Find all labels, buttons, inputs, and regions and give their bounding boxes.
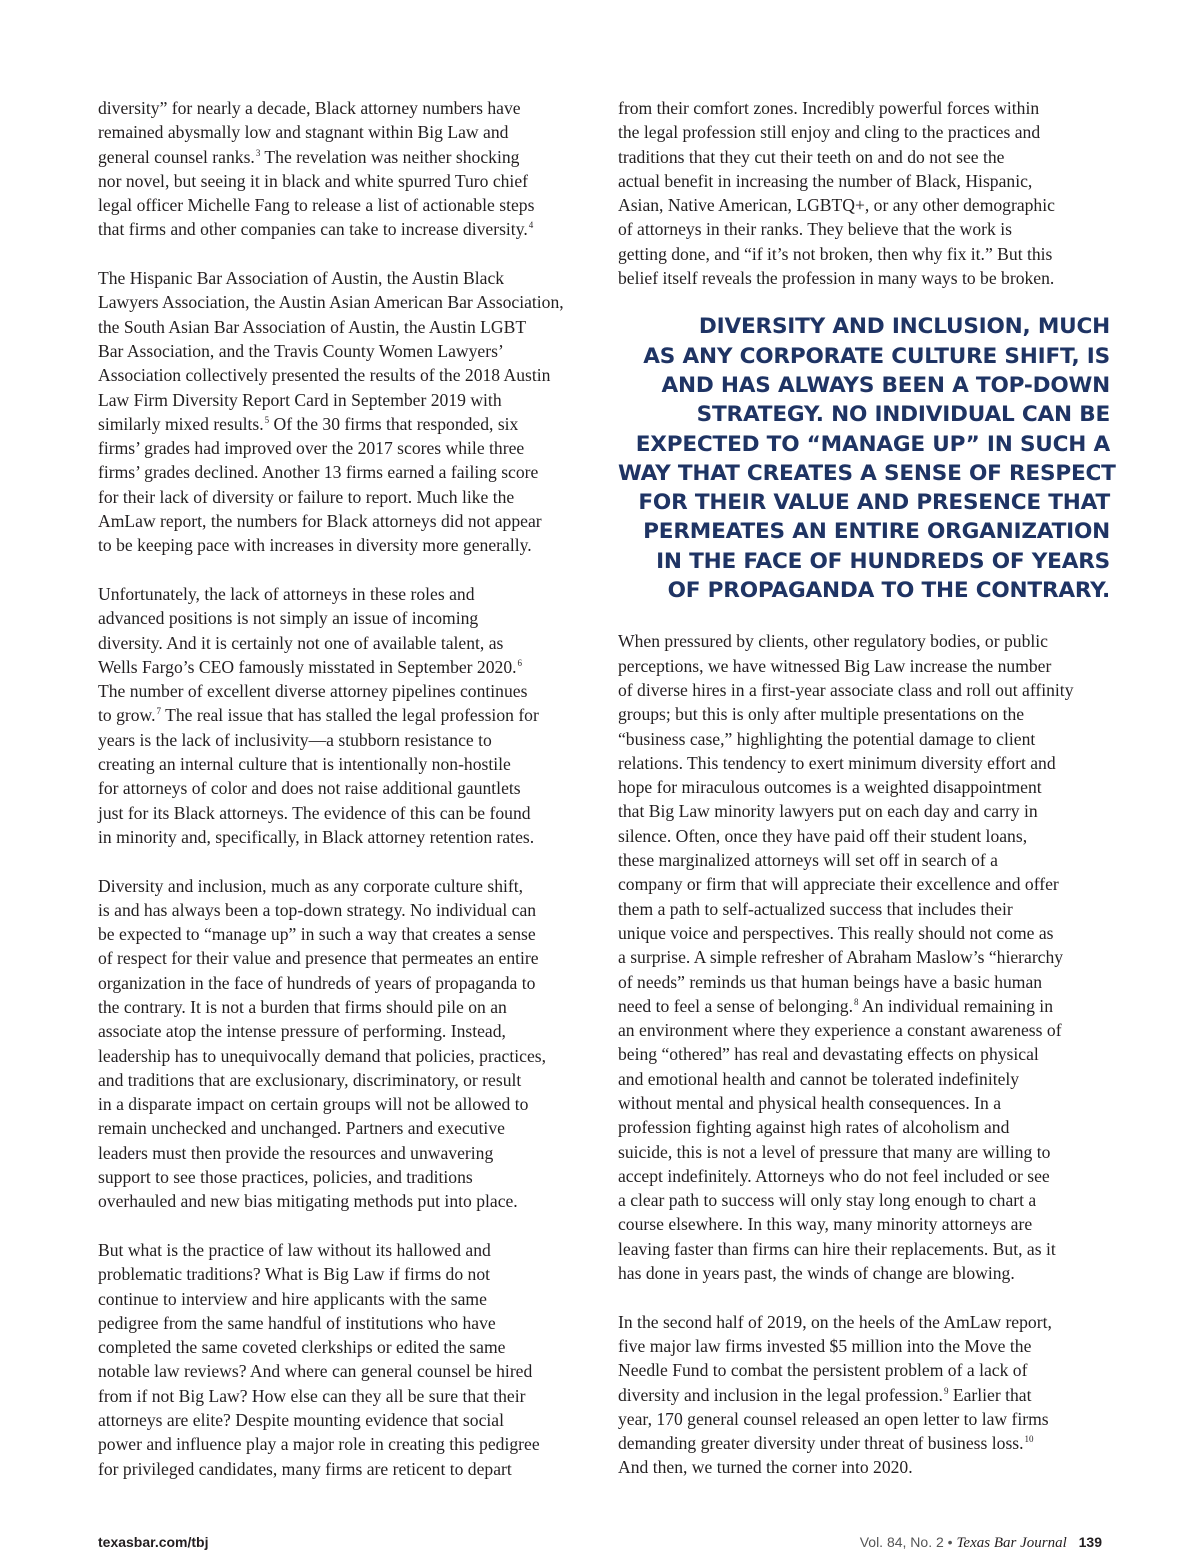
text-line: of respect for their value and presence that permeates an entire (98, 948, 539, 969)
text-line: belief itself reveals the profession in many ways to be broken. (618, 268, 1055, 289)
paragraph (98, 1238, 590, 1481)
left-column (98, 96, 590, 1481)
text-line: Bar Association, and the Travis County Women Lawyers’ (98, 340, 504, 361)
pull-quote-line: DIVERSITY AND INCLUSION, MUCH (698, 314, 1110, 340)
text-line: continue to interview and hire applicants with the same (98, 1288, 487, 1309)
pull-quote-line: OF PROPAGANDA TO THE CONTRARY. (667, 578, 1110, 604)
text-line: in a disparate impact on certain groups will not be allowed to (98, 1094, 529, 1115)
pull-quote-line: STRATEGY. NO INDIVIDUAL CAN BE (696, 402, 1110, 428)
text-line: five major law firms invested $5 million into the Move the (618, 1335, 1032, 1356)
text-segment: An individual remaining in (858, 995, 1053, 1016)
text-line: legal officer Michelle Fang to release a list of actionable steps (98, 195, 535, 216)
text-line: just for its Black attorneys. The evidence of this can be found (98, 802, 531, 823)
text-line: from their comfort zones. Incredibly powerful forces within (618, 98, 1040, 118)
text-line: of diverse hires in a first-year associate class and roll out affinity (618, 679, 1074, 700)
footnote-marker: 10 (1024, 1434, 1034, 1445)
footnote-marker: 3 (255, 147, 261, 158)
text-line: firms’ grades had improved over the 2017 scores while three (98, 438, 525, 459)
text-segment: similarly mixed results. (98, 413, 264, 434)
text-line (98, 703, 590, 727)
text-line: Lawyers Association, the Austin Asian American Bar Association, (98, 292, 564, 313)
text-line: an environment where they experience a constant awareness of (618, 1020, 1062, 1041)
text-line: perceptions, we have witnessed Big Law increase the number (618, 655, 1052, 676)
text-line: being “othered” has real and devastating effects on physical (618, 1044, 1039, 1065)
text-line: diversity. And it is certainly not one of available talent, as (98, 632, 504, 653)
text-line: leaders must then provide the resources and unwavering (98, 1142, 494, 1163)
footer-website-link[interactable]: texasbar.com/tbj (98, 1534, 209, 1550)
text-line: The Hispanic Bar Association of Austin, the Austin Black (98, 268, 505, 289)
right-column (618, 96, 1116, 1480)
text-line: and emotional health and cannot be tolerated indefinitely (618, 1068, 1020, 1089)
footnote-marker: 9 (943, 1385, 949, 1396)
text-segment: need to feel a sense of belonging. (618, 995, 853, 1016)
pull-quote-line: FOR THEIR VALUE AND PRESENCE THAT (638, 490, 1110, 516)
text-segment: Earlier that (948, 1384, 1032, 1405)
text-line: actual benefit in increasing the number of Black, Hispanic, (618, 170, 1033, 191)
text-line: notable law reviews? And where can general counsel be hired (98, 1361, 533, 1382)
text-line: these marginalized attorneys will set off in search of a (618, 850, 998, 871)
text-line: has done in years past, the winds of change are blowing. (618, 1263, 1015, 1284)
paragraph (618, 629, 1110, 1285)
paragraph (98, 266, 590, 558)
text-line (98, 655, 590, 679)
footnote-marker: 8 (854, 996, 859, 1007)
text-line: firms’ grades declined. Another 13 firms earned a failing score (98, 462, 539, 483)
text-line (98, 412, 590, 436)
text-line: unique voice and perspectives. This really should not come as (618, 922, 1054, 943)
text-line: When pressured by clients, other regulatory bodies, or public (618, 631, 1048, 652)
pull-quote-line: WAY THAT CREATES A SENSE OF RESPECT (618, 460, 1116, 486)
text-line: In the second half of 2019, on the heels of the AmLaw report, (618, 1311, 1052, 1332)
pull-quote-line: AND HAS ALWAYS BEEN A TOP-DOWN (661, 372, 1110, 398)
text-segment: The revelation was neither shocking (260, 146, 520, 167)
paragraph (98, 96, 590, 242)
text-line: Unfortunately, the lack of attorneys in these roles and (98, 583, 475, 604)
paragraph (618, 96, 1110, 290)
text-line: company or firm that will appreciate their excellence and offer (618, 874, 1059, 895)
text-line: power and influence play a major role in creating this pedigree (98, 1434, 540, 1455)
text-line: And then, we turned the corner into 2020. (618, 1457, 913, 1478)
text-line: Diversity and inclusion, much as any corporate culture shift, (98, 875, 524, 896)
text-line: attorneys are elite? Despite mounting evidence that social (98, 1410, 504, 1431)
text-line: Asian, Native American, LGBTQ+, or any other demographic (618, 195, 1055, 216)
text-line: from if not Big Law? How else can they all be sure that their (98, 1385, 526, 1406)
footer-journal-title: Texas Bar Journal (956, 1535, 1067, 1551)
text-line: traditions that they cut their teeth on and do not see the (618, 146, 1005, 167)
text-line: silence. Often, once they have paid off their student loans, (618, 825, 1028, 846)
paragraph (618, 1310, 1110, 1480)
text-line: is and has always been a top-down strategy. No individual can (98, 899, 537, 920)
text-line (98, 145, 590, 169)
text-segment: Of the 30 firms that responded, six (269, 413, 519, 434)
text-line: them a path to self-actualized success that includes their (618, 898, 1013, 919)
text-segment: Wells Fargo’s CEO famously misstated in September 2020. (98, 656, 517, 677)
text-line: a clear path to success will only stay long enough to chart a (618, 1190, 1037, 1211)
text-line: overhauled and new bias mitigating methods put into place. (98, 1191, 518, 1212)
text-line: without mental and physical health consequences. In a (618, 1092, 1002, 1113)
text-line: organization in the face of hundreds of years of propaganda to (98, 972, 536, 993)
text-line: accept indefinitely. Attorneys who do not feel included or see (618, 1165, 1050, 1186)
text-line: relations. This tendency to exert minimum diversity effort and (618, 752, 1056, 773)
pull-quote-line: AS ANY CORPORATE CULTURE SHIFT, IS (643, 343, 1110, 369)
text-line: hope for miraculous outcomes is a weighted disappointment (618, 777, 1042, 798)
pull-quote-line: IN THE FACE OF HUNDREDS OF YEARS (656, 548, 1110, 574)
text-line: year, 170 general counsel released an open letter to law firms (618, 1408, 1049, 1429)
text-line: problematic traditions? What is Big Law if firms do not (98, 1264, 491, 1285)
text-line: The number of excellent diverse attorney pipelines continues (98, 681, 528, 702)
text-segment: general counsel ranks. (98, 146, 255, 167)
text-line: leadership has to unequivocally demand that policies, practices, (98, 1045, 547, 1066)
text-line: Law Firm Diversity Report Card in September 2019 with (98, 389, 502, 410)
text-line: groups; but this is only after multiple presentations on the (618, 704, 1025, 725)
text-line: the contrary. It is not a burden that firms should pile on an (98, 996, 507, 1017)
text-line: Association collectively presented the results of the 2018 Austin (98, 365, 551, 386)
text-line: pedigree from the same handful of institutions who have (98, 1312, 496, 1333)
text-segment: to grow. (98, 705, 156, 726)
text-line: suicide, this is not a level of pressure that many are willing to (618, 1141, 1051, 1162)
text-line: completed the same coveted clerkships or edited the same (98, 1337, 506, 1358)
text-line: creating an internal culture that is intentionally non-hostile (98, 754, 511, 775)
text-line: for attorneys of color and does not raise additional gauntlets (98, 778, 521, 799)
text-line: advanced positions is not simply an issue of incoming (98, 608, 479, 629)
text-line: remain unchecked and unchanged. Partners and executive (98, 1118, 505, 1139)
text-line: course elsewhere. In this way, many minority attorneys are (618, 1214, 1033, 1235)
text-line: and traditions that are exclusionary, discriminatory, or result (98, 1069, 522, 1090)
pull-quote-line: PERMEATES AN ENTIRE ORGANIZATION (643, 519, 1110, 545)
footer-issue-info (860, 1534, 1102, 1552)
text-line (618, 994, 1110, 1018)
text-line: the South Asian Bar Association of Austin, the Austin LGBT (98, 316, 527, 337)
text-segment: demanding greater diversity under threat of business loss. (618, 1433, 1024, 1454)
text-line: nor novel, but seeing it in black and white spurred Turo chief (98, 170, 528, 191)
text-line (618, 1431, 1110, 1455)
text-line: “business case,” highlighting the potential damage to client (618, 728, 1036, 749)
page-number: 139 (1078, 1534, 1102, 1550)
text-segment: that firms and other companies can take to increase diversity. (98, 219, 528, 240)
footnote-marker: 7 (156, 706, 161, 717)
text-line: profession fighting against high rates of alcoholism and (618, 1117, 1010, 1138)
text-line: in minority and, specifically, in Black attorney retention rates. (98, 826, 535, 847)
text-line: to be keeping pace with increases in diversity more generally. (98, 535, 532, 556)
text-line: for their lack of diversity or failure to report. Much like the (98, 486, 515, 507)
text-line: support to see those practices, policies, and traditions (98, 1167, 473, 1188)
text-segment: diversity and inclusion in the legal profession. (618, 1384, 943, 1405)
text-line: years is the lack of inclusivity—a stubborn resistance to (98, 729, 492, 750)
pull-quote-line: EXPECTED TO “MANAGE UP” IN SUCH A (635, 431, 1110, 457)
text-line: of attorneys in their ranks. They believe that the work is (618, 219, 1012, 240)
pull-quote (618, 312, 1116, 605)
text-line: a surprise. A simple refresher of Abraham Maslow’s “hierarchy (618, 947, 1064, 968)
text-line: be expected to “manage up” in such a way that creates a sense (98, 924, 536, 945)
text-line: leaving faster than firms can hire their replacements. But, as it (618, 1238, 1056, 1259)
text-line: remained abysmally low and stagnant within Big Law and (98, 122, 509, 143)
footnote-marker: 4 (528, 220, 534, 231)
text-line: for privileged candidates, many firms are reticent to depart (98, 1458, 512, 1479)
text-line: that Big Law minority lawyers put on each day and carry in (618, 801, 1038, 822)
text-line (618, 1383, 1110, 1407)
text-line: associate atop the intense pressure of performing. Instead, (98, 1021, 506, 1042)
footer-volume: Vol. 84, No. 2 • (859, 1534, 953, 1550)
text-line: Needle Fund to combat the persistent problem of a lack of (618, 1360, 1028, 1381)
text-line (98, 217, 590, 241)
text-line: the legal profession still enjoy and cling to the practices and (618, 122, 1041, 143)
paragraph (98, 874, 590, 1214)
text-segment: The real issue that has stalled the legal profession for (161, 705, 539, 726)
text-line: diversity” for nearly a decade, Black attorney numbers have (98, 98, 521, 118)
text-line: of needs” reminds us that human beings have a basic human (618, 971, 1043, 992)
text-line: AmLaw report, the numbers for Black attorneys did not appear (98, 511, 542, 532)
text-line: getting done, and “if it’s not broken, then why fix it.” But this (618, 243, 1053, 264)
text-line: But what is the practice of law without its hallowed and (98, 1239, 491, 1260)
footnote-marker: 5 (264, 414, 270, 425)
paragraph (98, 582, 590, 849)
footnote-marker: 6 (517, 657, 523, 668)
